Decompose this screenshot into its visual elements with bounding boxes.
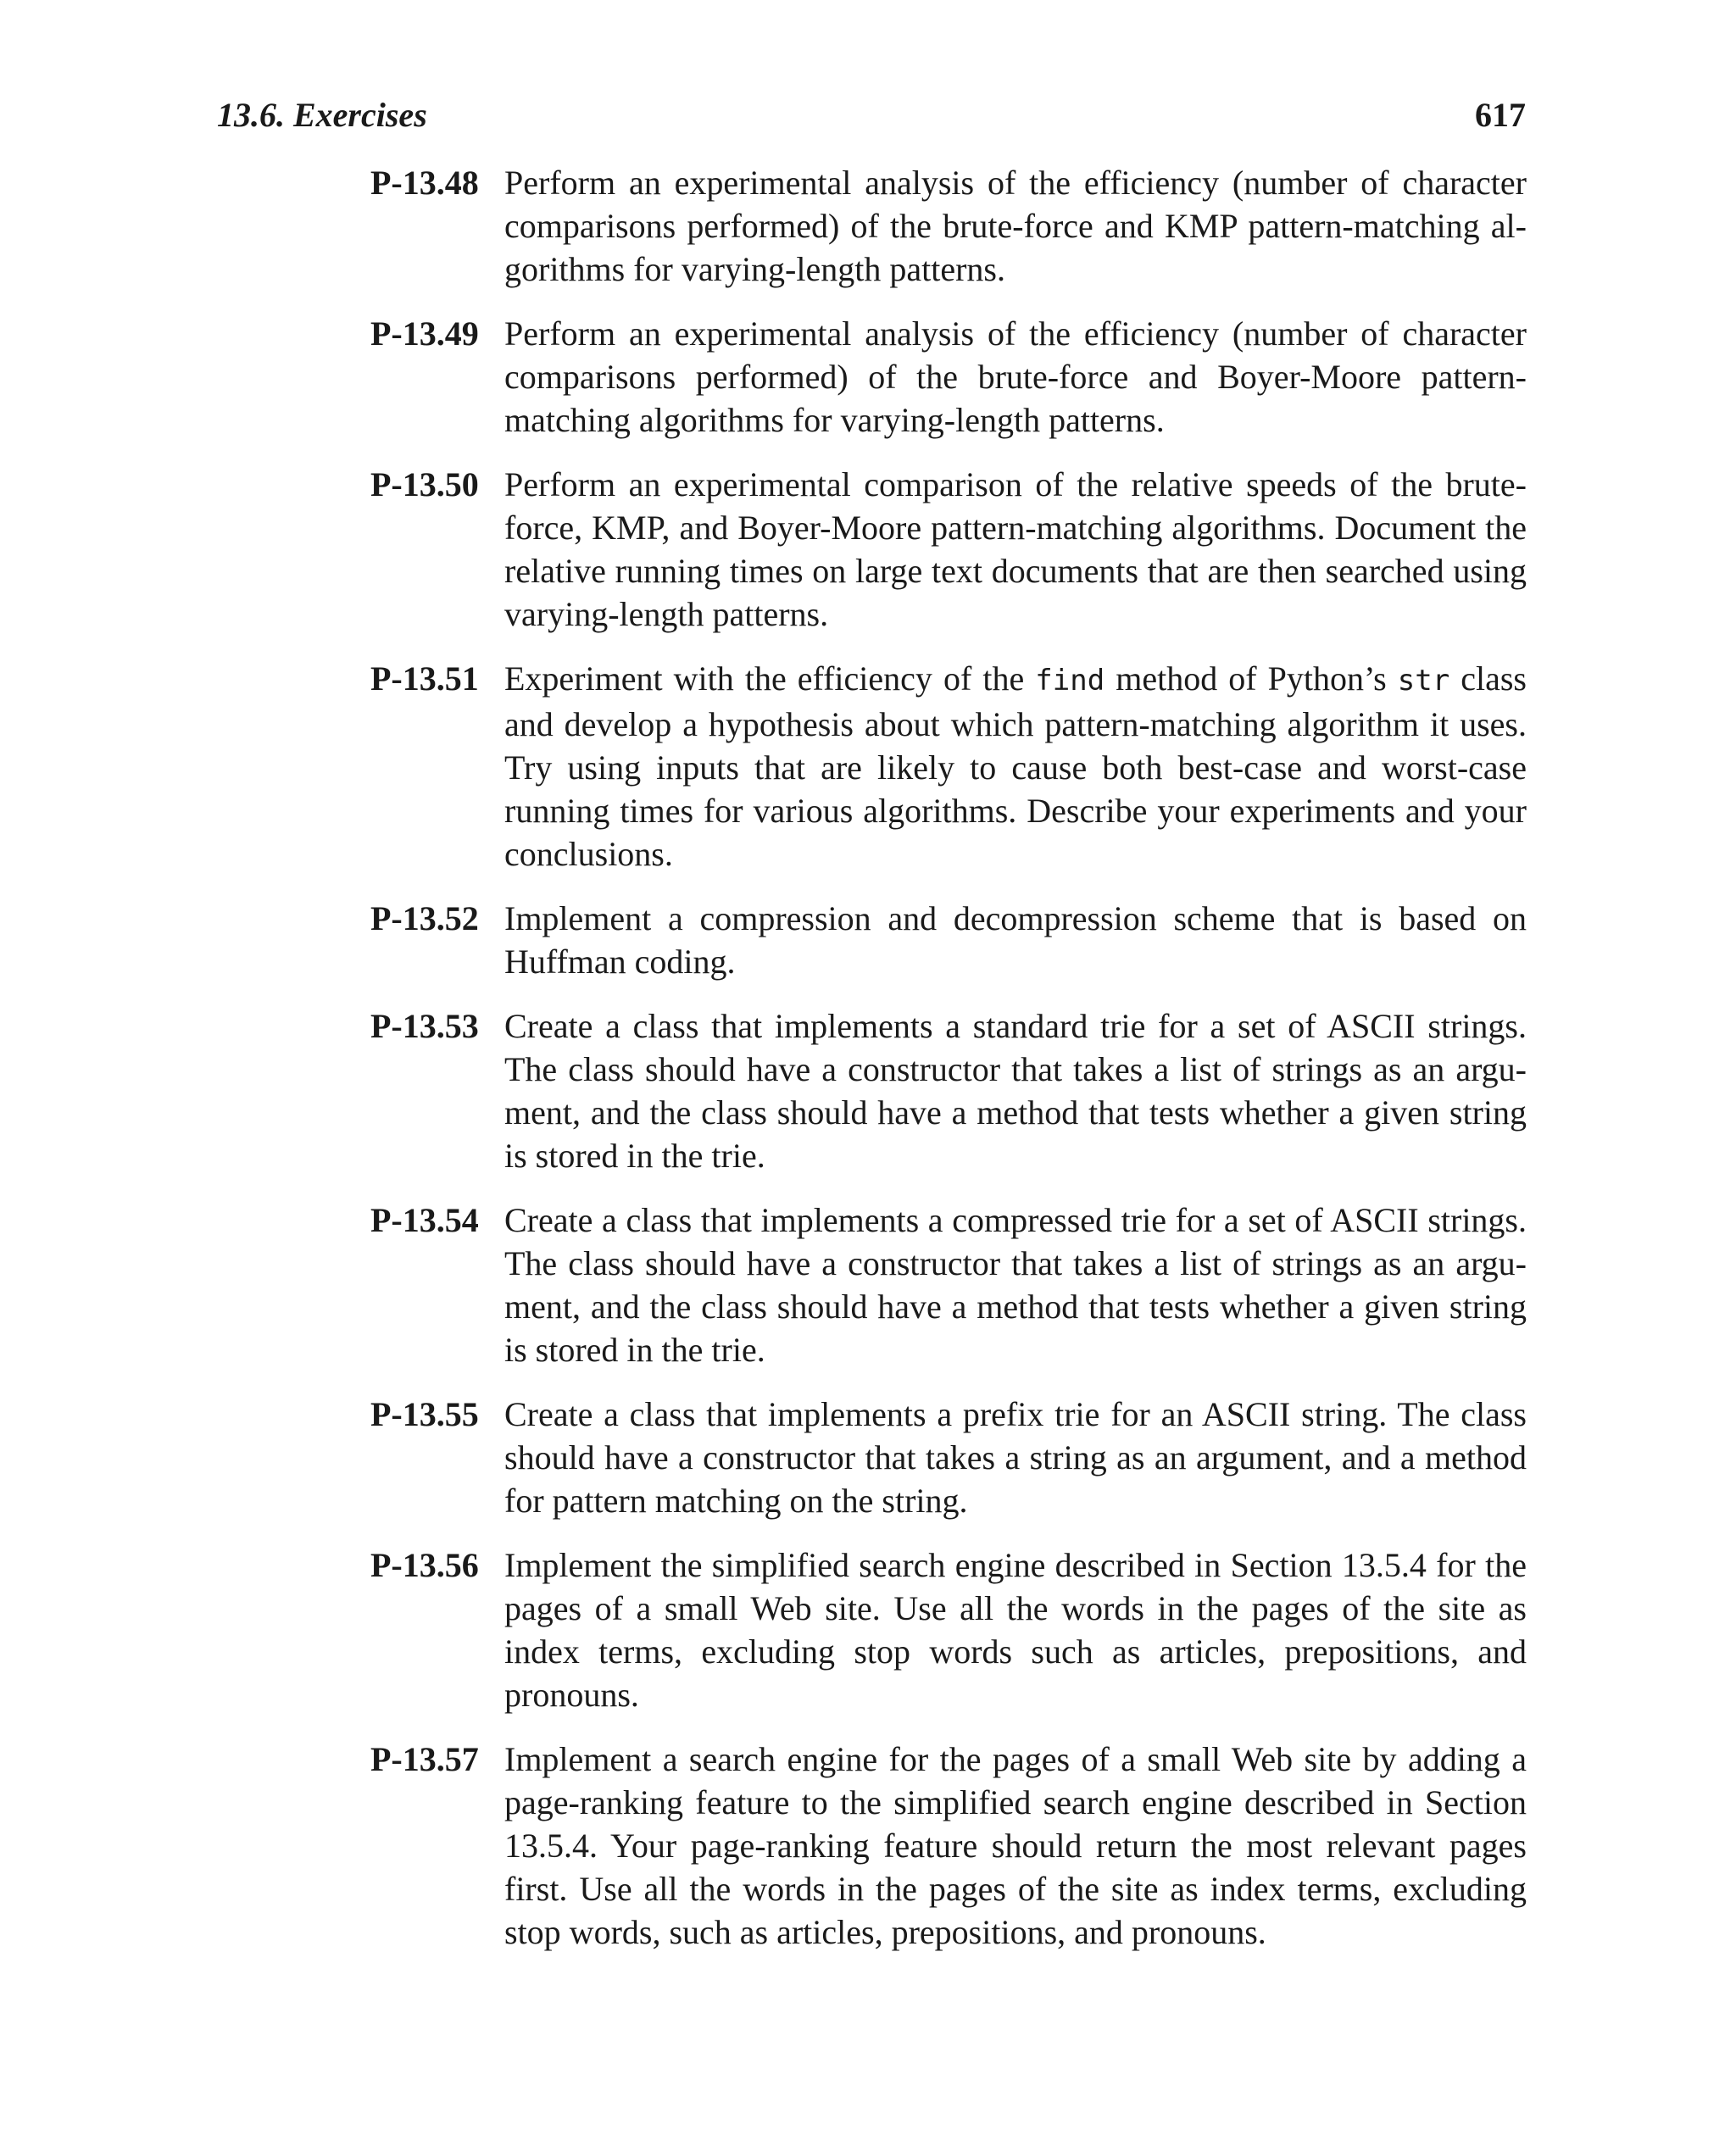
exercise-label: P-13.52 [370, 899, 479, 937]
code-str: str [1397, 664, 1450, 698]
exercise-text: Create a class that implements a compressed trie for a set of ASCII strings. The class should have a constructor that takes a list of strings as an argument, and the class should have a method that tests whether a given string is stored in the trie. [504, 1201, 1527, 1369]
section-title: 13.6. Exercises [217, 96, 427, 134]
exercise-text [504, 657, 1527, 876]
exercise-text: Perform an experimental comparison of the relative speeds of the brute-force, KMP, and Boyer-Moore pattern-matching algorithms. Document the relative running times on large text documents that are then searched using varying-length patterns. [504, 465, 1527, 633]
exercise-p-13-57 [370, 1738, 1527, 1954]
exercise-text: Perform an experimental analysis of the efficiency (number of character comparisons performed) of the brute-force and KMP pattern-matching algorithms for varying-length patterns. [504, 164, 1527, 288]
exercise-label: P-13.57 [370, 1740, 479, 1778]
text-segment: class and develop a hypothesis about which pattern-matching algorithm it uses. Try using inputs that are likely to cause both best-case and worst-case running times for various algorithms. Describe your experiments and your conclusions. [504, 659, 1527, 873]
exercise-label: P-13.56 [370, 1546, 479, 1584]
exercise-p-13-55 [370, 1393, 1527, 1522]
running-head [217, 95, 1526, 146]
exercise-label: P-13.49 [370, 314, 479, 353]
code-find: find [1035, 664, 1105, 698]
exercise-label: P-13.53 [370, 1007, 479, 1045]
page-number: 617 [1475, 96, 1526, 134]
exercise-p-13-50 [370, 463, 1527, 636]
exercise-text: Implement the simplified search engine described in Section 13.5.4 for the pages of a small Web site. Use all the words in the pages of the site as index terms, excluding stop words such as articles, prepositions, and pronouns. [504, 1546, 1527, 1714]
exercise-p-13-48 [370, 161, 1527, 291]
exercise-label: P-13.55 [370, 1395, 479, 1433]
exercise-label: P-13.48 [370, 164, 479, 202]
exercise-label: P-13.51 [370, 659, 479, 698]
exercise-text: Implement a search engine for the pages of a small Web site by adding a page-ranking feature to the simplified search engine described in Section 13.5.4. Your page-ranking feature should return the most relevant pages first. Use all the words in the pages of the site as index terms, excluding stop words, such as articles, prepositions, and pronouns. [504, 1740, 1527, 1951]
exercise-label: P-13.50 [370, 465, 479, 503]
exercise-p-13-49 [370, 312, 1527, 442]
text-segment: method of Python’s [1104, 659, 1398, 698]
exercise-p-13-52 [370, 897, 1527, 983]
exercise-text: Create a class that implements a standard trie for a set of ASCII strings. The class should have a constructor that takes a list of strings as an argument, and the class should have a method that tests whether a given string is stored in the trie. [504, 1007, 1527, 1175]
exercise-text: Create a class that implements a prefix trie for an ASCII string. The class should have a constructor that takes a string as an argument, and a method for pattern matching on the string. [504, 1395, 1527, 1520]
exercise-p-13-51 [370, 657, 1527, 876]
exercise-text: Perform an experimental analysis of the efficiency (number of character comparisons performed) of the brute-force and Boyer-Moore pattern-matching algorithms for varying-length patterns. [504, 314, 1527, 439]
exercise-p-13-53 [370, 1004, 1527, 1177]
exercise-text: Implement a compression and decompression scheme that is based on Huffman coding. [504, 899, 1527, 981]
text-segment: Experiment with the efficiency of the [504, 659, 1036, 698]
exercise-p-13-56 [370, 1543, 1527, 1716]
exercise-label: P-13.54 [370, 1201, 479, 1239]
exercise-list [370, 161, 1527, 1975]
exercise-p-13-54 [370, 1198, 1527, 1371]
